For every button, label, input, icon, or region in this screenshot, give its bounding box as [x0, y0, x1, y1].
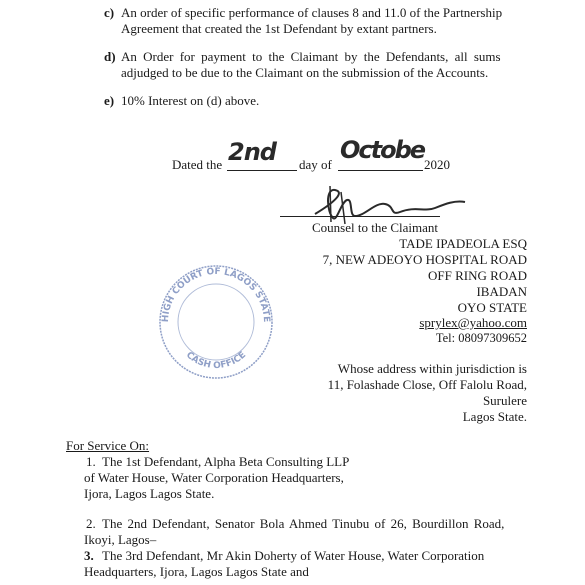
day-underline [227, 170, 297, 171]
order-e-line1: 10% Interest on (d) above. [121, 93, 260, 108]
service-heading: For Service On: [66, 438, 150, 453]
counsel-tel: Tel: 08097309652 [435, 331, 527, 345]
jurisdiction-line3: Surulere [482, 393, 527, 408]
service-item-1-line3: Ijora, Lagos Lagos State. [84, 486, 215, 501]
dated-middle: day of [299, 157, 332, 172]
counsel-name: TADE IPADEOLA ESQ [399, 236, 527, 251]
counsel-address-line3: IBADAN [476, 284, 527, 299]
month-underline [338, 170, 423, 171]
service-item-3-line2: Headquarters, Ijora, Lagos Lagos State and [84, 564, 309, 579]
svg-text:HIGH COURT OF LAGOS STATE [161, 267, 271, 323]
signature-line [280, 216, 440, 217]
day-handwritten: 2nd [228, 138, 276, 166]
order-c-letter: c) [104, 5, 115, 20]
service-item-2-num: 2. [86, 516, 96, 531]
counsel-address-line2: OFF RING ROAD [428, 268, 527, 283]
service-item-1-line2: of Water House, Water Corporation Headquarters, [84, 470, 344, 485]
dated-prefix: Dated the [172, 157, 223, 172]
month-handwritten: Octobe [340, 136, 425, 164]
court-stamp [156, 262, 276, 382]
order-c-line2: Agreement that created the 1st Defendant by extant partners. [121, 21, 437, 36]
jurisdiction-line4: Lagos State. [462, 409, 527, 424]
stamp-bottom-text: CASH OFFICE [183, 350, 249, 372]
order-d-letter: d) [104, 49, 116, 64]
counsel-title: Counsel to the Claimant [312, 220, 439, 235]
order-e-letter: e) [104, 93, 115, 108]
service-item-3-line1: The 3rd Defendant, Mr Akin Doherty of Water House, Water Corporation [102, 548, 485, 563]
order-c-line1: An order of specific performance of clauses 8 and 11.0 of the Partnership [121, 5, 503, 20]
service-item-1-line1: The 1st Defendant, Alpha Beta Consulting LLP [102, 454, 350, 469]
counsel-email[interactable]: sprylex@yahoo.com [419, 315, 527, 330]
order-d-line1: An Order for payment to the Claimant by the Defendants, all sums [121, 49, 501, 64]
svg-text:CASH OFFICE [184, 350, 248, 371]
jurisdiction-line1: Whose address within jurisdiction is [337, 361, 527, 376]
stamp-top-text: HIGH COURT OF LAGOS STATE [160, 266, 272, 323]
counsel-address-line4: OYO STATE [457, 300, 527, 315]
service-item-2-line1: The 2nd Defendant, Senator Bola Ahmed Tinubu of 26, Bourdillon Road, [102, 516, 505, 531]
order-d-line2: adjudged to be due to the Claimant on the submission of the Accounts. [121, 65, 489, 80]
service-item-2-line2: Ikoyi, Lagos– [84, 532, 157, 547]
service-item-3-num: 3. [84, 548, 94, 563]
jurisdiction-line2: 11, Folashade Close, Off Falolu Road, [327, 377, 527, 392]
service-item-1-num: 1. [86, 454, 96, 469]
counsel-address-line1: 7, NEW ADEOYO HOSPITAL ROAD [322, 252, 527, 267]
dated-year: 2020 [424, 157, 450, 172]
